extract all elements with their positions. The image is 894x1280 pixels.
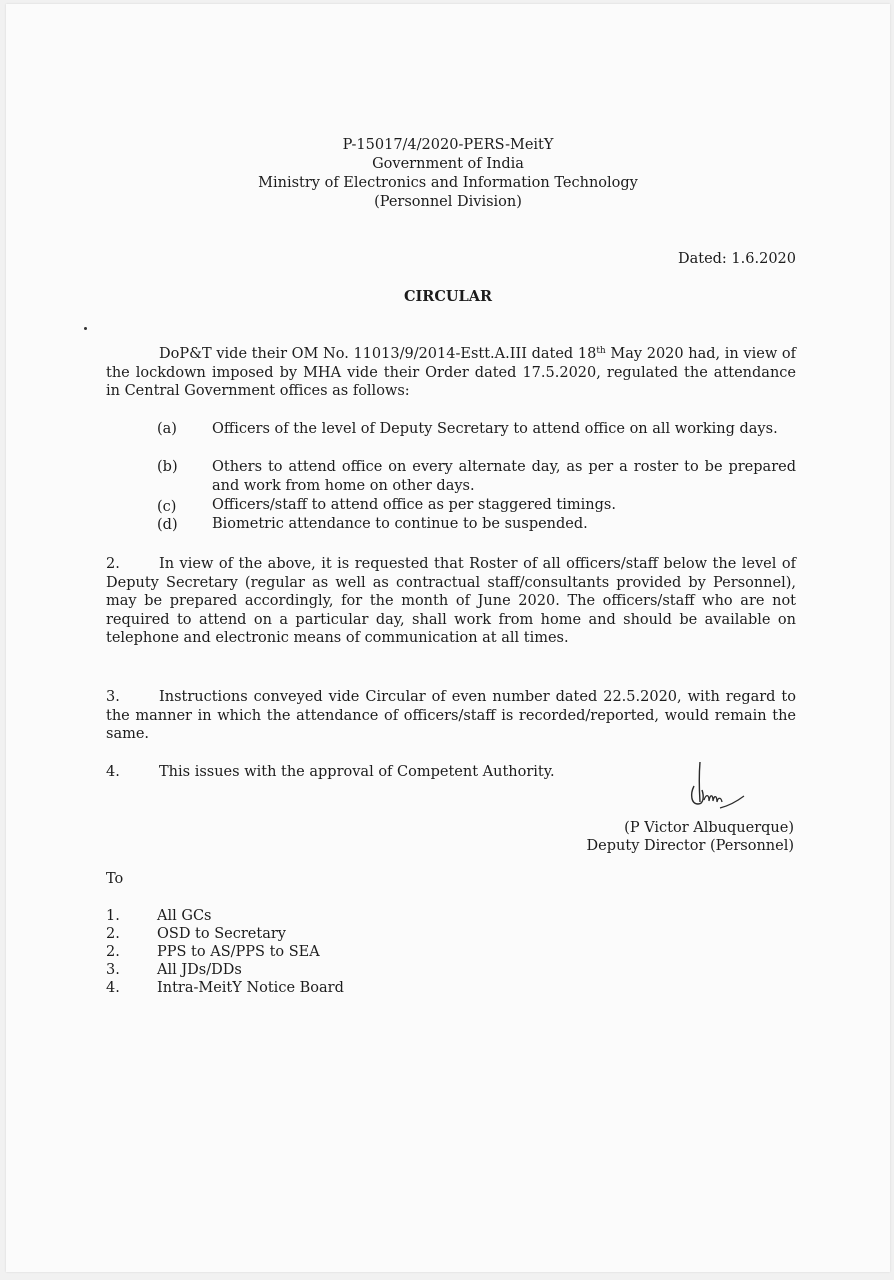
file-number: P-15017/4/2020-PERS-MeitY xyxy=(342,137,554,153)
item-label-d: (d) xyxy=(157,517,178,533)
item-text-c: Officers/staff to attend office as per staggered timings. xyxy=(212,497,616,513)
paragraph-2: 2. In view of the above, it is requested that Roster of all officers/staff below the level of Deputy Secretary (regular as well as contractual staff/consultants provided by Personnel), may be prepared accordingly, for the month of June 2020. The officers/staff who are not required to attend on a particular day, shall work from home and should be available on telephone and electronic means of communication at all times. xyxy=(106,556,796,647)
circular-title: CIRCULAR xyxy=(403,288,493,305)
signature-mark xyxy=(682,756,752,818)
to-label: To xyxy=(106,871,124,887)
distribution-item: All JDs/DDs xyxy=(157,962,242,978)
ministry-line: Ministry of Electronics and Information Technology xyxy=(258,175,638,191)
item-text-a: Officers of the level of Deputy Secretary to attend office on all working days. xyxy=(212,421,778,437)
intro-paragraph: DoP&T vide their OM No. 11013/9/2014-Estt.A.III dated 18th May 2020 had, in view of the lockdown imposed by MHA vide their Order dated 17.5.2020, regulated the attendance in Central Government offices as follows: xyxy=(106,346,796,400)
date-line: Dated: 1.6.2020 xyxy=(677,251,796,267)
distribution-number: 4. xyxy=(106,980,120,996)
distribution-item: Intra-MeitY Notice Board xyxy=(157,980,344,996)
paragraph-3: 3. Instructions conveyed vide Circular of even number dated 22.5.2020, with regard to the manner in which the attendance of officers/staff is recorded/reported, would remain the same. xyxy=(106,689,796,743)
distribution-number: 2. xyxy=(106,926,120,942)
distribution-item: OSD to Secretary xyxy=(157,926,286,942)
distribution-number: 3. xyxy=(106,962,120,978)
distribution-number: 2. xyxy=(106,944,120,960)
item-text-d: Biometric attendance to continue to be suspended. xyxy=(212,516,588,532)
document-page xyxy=(6,4,890,1272)
scan-speck xyxy=(84,327,87,330)
government-line: Government of India xyxy=(372,156,524,172)
division-line: (Personnel Division) xyxy=(374,194,522,210)
paragraph-4: 4. This issues with the approval of Competent Authority. xyxy=(106,764,555,780)
distribution-number: 1. xyxy=(106,908,120,924)
item-text-b: Others to attend office on every alternate day, as per a roster to be prepared and work from home on other days. xyxy=(212,459,796,494)
item-label-a: (a) xyxy=(157,421,177,437)
signatory-name: (P Victor Albuquerque) xyxy=(624,820,794,836)
distribution-item: All GCs xyxy=(157,908,212,924)
item-label-b: (b) xyxy=(157,459,178,475)
signatory-designation: Deputy Director (Personnel) xyxy=(586,838,794,854)
distribution-item: PPS to AS/PPS to SEA xyxy=(157,944,320,960)
item-label-c: (c) xyxy=(157,499,177,515)
